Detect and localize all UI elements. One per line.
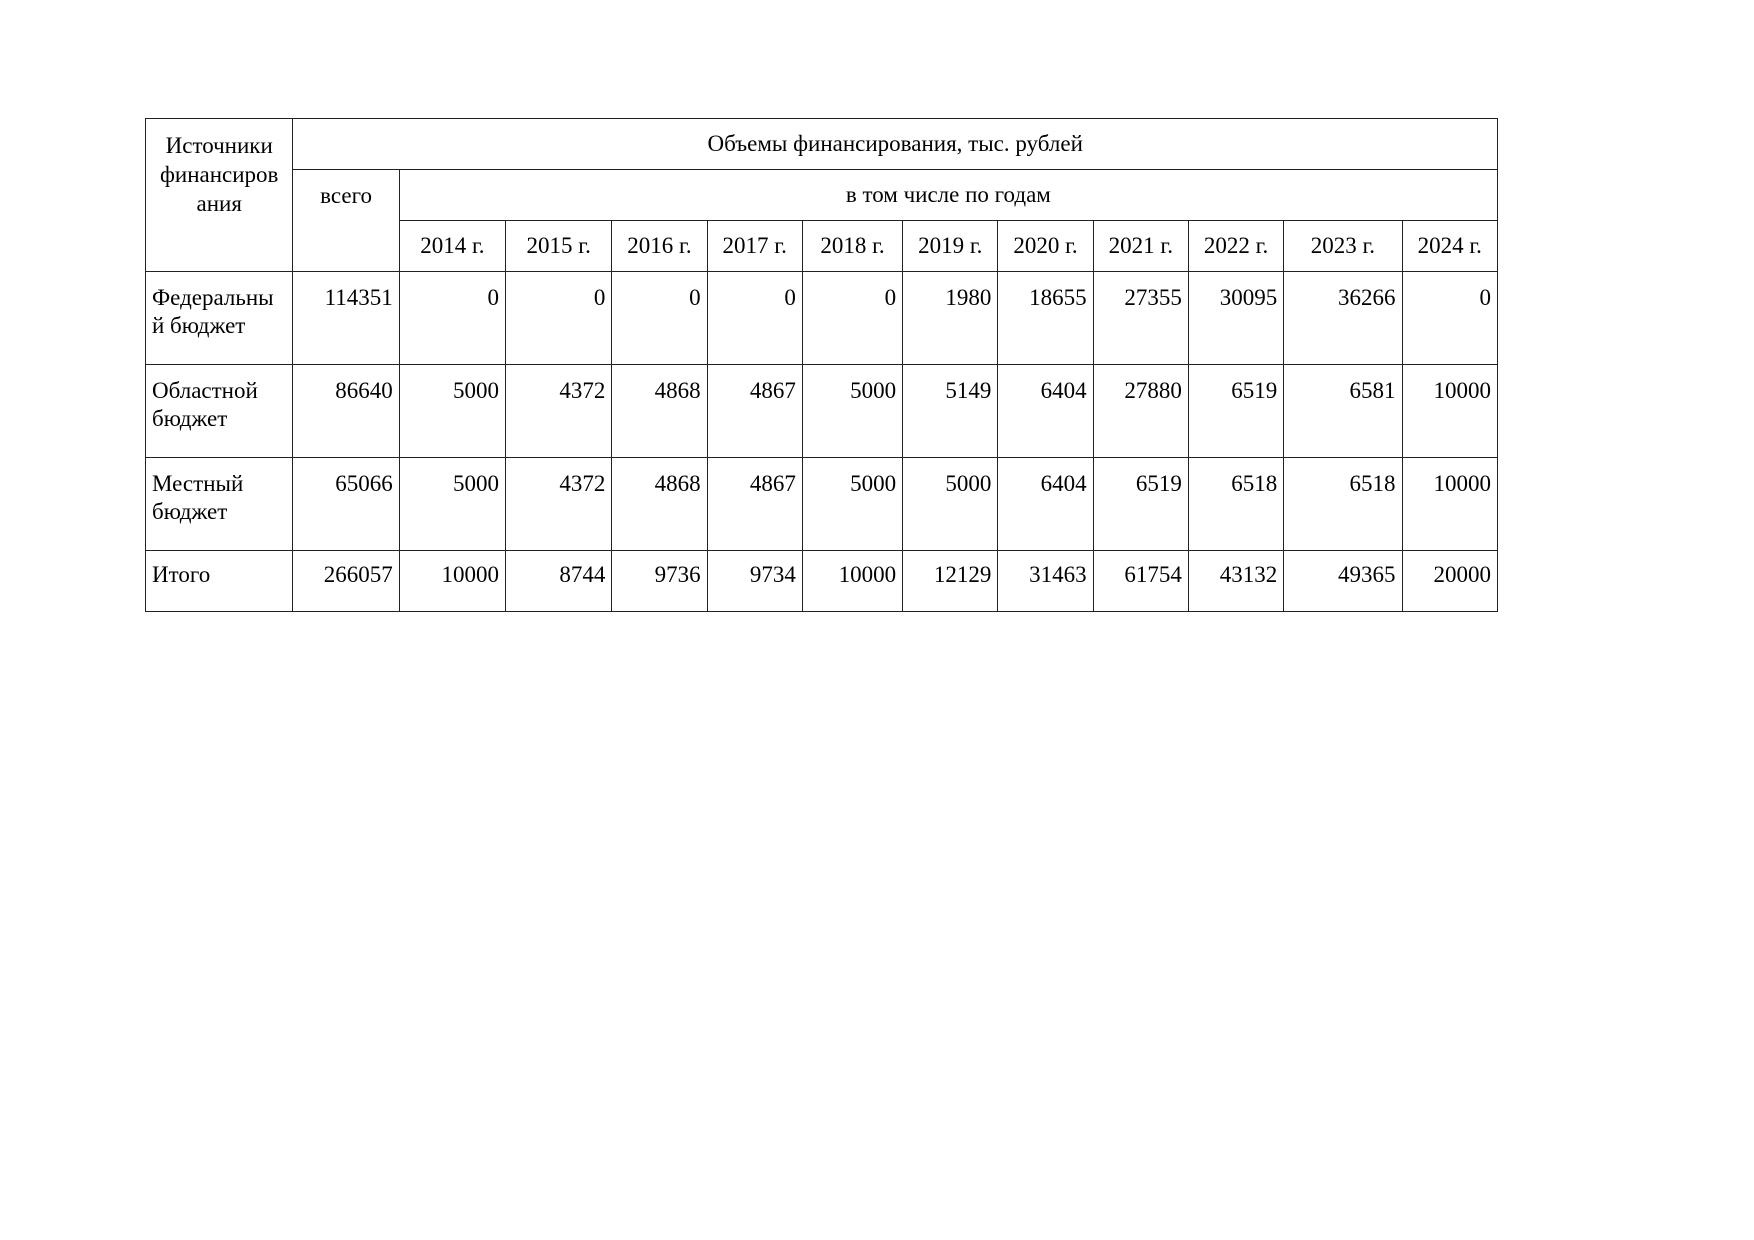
row-label: Итого bbox=[146, 551, 293, 612]
year-value-cell: 12129 bbox=[903, 551, 998, 612]
total-column-header: всего bbox=[293, 170, 399, 272]
table-row bbox=[146, 365, 1498, 458]
year-value-cell: 43132 bbox=[1188, 551, 1283, 612]
year-value-cell: 30095 bbox=[1188, 272, 1283, 365]
year-value-cell: 10000 bbox=[1402, 458, 1497, 551]
by-years-header: в том числе по годам bbox=[399, 170, 1497, 221]
year-value-cell: 49365 bbox=[1284, 551, 1402, 612]
year-value-cell: 6404 bbox=[998, 365, 1093, 458]
year-value-cell: 8744 bbox=[506, 551, 612, 612]
year-header-cell: 2023 г. bbox=[1284, 221, 1402, 272]
year-value-cell: 27355 bbox=[1093, 272, 1188, 365]
row-total-cell: 114351 bbox=[293, 272, 399, 365]
year-value-cell: 5000 bbox=[903, 458, 998, 551]
year-value-cell: 5149 bbox=[903, 365, 998, 458]
year-value-cell: 5000 bbox=[802, 458, 902, 551]
row-total-cell: 65066 bbox=[293, 458, 399, 551]
year-header-cell: 2016 г. bbox=[612, 221, 707, 272]
year-value-cell: 27880 bbox=[1093, 365, 1188, 458]
year-value-cell: 0 bbox=[707, 272, 802, 365]
year-value-cell: 4372 bbox=[506, 365, 612, 458]
table-row bbox=[146, 551, 1498, 612]
year-value-cell: 0 bbox=[506, 272, 612, 365]
year-value-cell: 4867 bbox=[707, 458, 802, 551]
year-value-cell: 6519 bbox=[1188, 365, 1283, 458]
year-value-cell: 0 bbox=[1402, 272, 1497, 365]
table-row bbox=[146, 272, 1498, 365]
row-label: Областной бюджет bbox=[146, 365, 293, 458]
year-header-cell: 2022 г. bbox=[1188, 221, 1283, 272]
year-header-cell: 2020 г. bbox=[998, 221, 1093, 272]
year-header-cell: 2017 г. bbox=[707, 221, 802, 272]
year-value-cell: 4867 bbox=[707, 365, 802, 458]
year-value-cell: 10000 bbox=[399, 551, 505, 612]
row-total-cell: 86640 bbox=[293, 365, 399, 458]
year-header-cell: 2014 г. bbox=[399, 221, 505, 272]
year-value-cell: 0 bbox=[802, 272, 902, 365]
year-value-cell: 9734 bbox=[707, 551, 802, 612]
year-value-cell: 4868 bbox=[612, 365, 707, 458]
year-value-cell: 6518 bbox=[1284, 458, 1402, 551]
year-value-cell: 0 bbox=[399, 272, 505, 365]
year-value-cell: 31463 bbox=[998, 551, 1093, 612]
year-value-cell: 61754 bbox=[1093, 551, 1188, 612]
year-header-cell: 2018 г. bbox=[802, 221, 902, 272]
year-value-cell: 0 bbox=[612, 272, 707, 365]
year-value-cell: 18655 bbox=[998, 272, 1093, 365]
year-header-cell: 2019 г. bbox=[903, 221, 998, 272]
source-column-header: Источники финансиров ания bbox=[146, 119, 293, 272]
year-value-cell: 6404 bbox=[998, 458, 1093, 551]
year-value-cell: 5000 bbox=[802, 365, 902, 458]
row-label: Федеральны й бюджет bbox=[146, 272, 293, 365]
year-value-cell: 10000 bbox=[802, 551, 902, 612]
year-value-cell: 36266 bbox=[1284, 272, 1402, 365]
table-row bbox=[146, 458, 1498, 551]
year-value-cell: 5000 bbox=[399, 458, 505, 551]
year-header-cell: 2024 г. bbox=[1402, 221, 1497, 272]
year-value-cell: 10000 bbox=[1402, 365, 1497, 458]
row-label: Местный бюджет bbox=[146, 458, 293, 551]
year-header-cell: 2015 г. bbox=[506, 221, 612, 272]
year-value-cell: 9736 bbox=[612, 551, 707, 612]
financing-table bbox=[145, 118, 1498, 612]
row-total-cell: 266057 bbox=[293, 551, 399, 612]
year-value-cell: 1980 bbox=[903, 272, 998, 365]
year-value-cell: 4372 bbox=[506, 458, 612, 551]
year-value-cell: 6581 bbox=[1284, 365, 1402, 458]
year-value-cell: 6518 bbox=[1188, 458, 1283, 551]
year-value-cell: 20000 bbox=[1402, 551, 1497, 612]
year-value-cell: 5000 bbox=[399, 365, 505, 458]
financing-volume-header: Объемы финансирования, тыс. рублей bbox=[293, 119, 1498, 170]
year-header-cell: 2021 г. bbox=[1093, 221, 1188, 272]
year-value-cell: 6519 bbox=[1093, 458, 1188, 551]
year-value-cell: 4868 bbox=[612, 458, 707, 551]
